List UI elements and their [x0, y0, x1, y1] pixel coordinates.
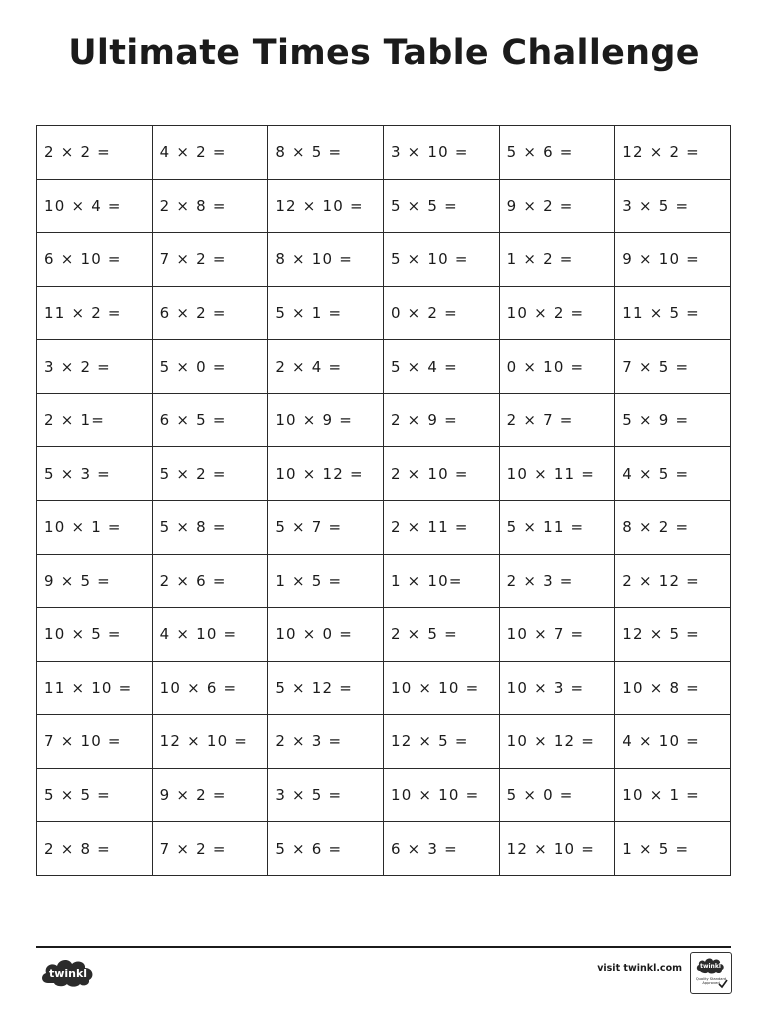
problem-cell[interactable]: 5 × 12 = — [268, 661, 384, 715]
problem-cell[interactable]: 2 × 3 = — [499, 554, 615, 608]
problem-cell[interactable]: 7 × 2 = — [152, 822, 268, 876]
times-table-grid — [36, 125, 731, 876]
problem-cell[interactable]: 2 × 4 = — [268, 340, 384, 394]
problem-cell[interactable]: 10 × 8 = — [615, 661, 731, 715]
problem-cell[interactable]: 10 × 11 = — [499, 447, 615, 501]
problem-cell[interactable]: 10 × 12 = — [499, 715, 615, 769]
problem-cell[interactable]: 12 × 5 = — [383, 715, 499, 769]
table-row — [37, 661, 731, 715]
problem-cell[interactable]: 5 × 7 = — [268, 500, 384, 554]
problem-cell[interactable]: 10 × 12 = — [268, 447, 384, 501]
table-row — [37, 340, 731, 394]
problem-cell[interactable]: 10 × 10 = — [383, 661, 499, 715]
problem-cell[interactable]: 5 × 4 = — [383, 340, 499, 394]
problem-cell[interactable]: 12 × 2 = — [615, 126, 731, 180]
problem-cell[interactable]: 2 × 11 = — [383, 500, 499, 554]
problem-cell[interactable]: 1 × 2 = — [499, 233, 615, 287]
problem-cell[interactable]: 7 × 5 = — [615, 340, 731, 394]
problem-cell[interactable]: 11 × 2 = — [37, 286, 153, 340]
problem-cell[interactable]: 9 × 2 = — [499, 179, 615, 233]
problem-cell[interactable]: 6 × 5 = — [152, 393, 268, 447]
problem-cell[interactable]: 12 × 10 = — [499, 822, 615, 876]
problem-cell[interactable]: 2 × 10 = — [383, 447, 499, 501]
problem-cell[interactable]: 9 × 2 = — [152, 768, 268, 822]
problem-cell[interactable]: 8 × 2 = — [615, 500, 731, 554]
problem-cell[interactable]: 4 × 2 = — [152, 126, 268, 180]
problem-cell[interactable]: 8 × 10 = — [268, 233, 384, 287]
table-row — [37, 126, 731, 180]
problem-cell[interactable]: 5 × 0 = — [152, 340, 268, 394]
problem-cell[interactable]: 12 × 10 = — [152, 715, 268, 769]
problem-cell[interactable]: 5 × 6 = — [499, 126, 615, 180]
problem-cell[interactable]: 5 × 6 = — [268, 822, 384, 876]
problem-cell[interactable]: 11 × 5 = — [615, 286, 731, 340]
problem-cell[interactable]: 6 × 3 = — [383, 822, 499, 876]
badge-caption-line1: Quality Standard — [695, 977, 727, 981]
problem-cell[interactable]: 2 × 2 = — [37, 126, 153, 180]
problem-cell[interactable]: 5 × 9 = — [615, 393, 731, 447]
problem-cell[interactable]: 10 × 1 = — [37, 500, 153, 554]
problem-cell[interactable]: 4 × 10 = — [615, 715, 731, 769]
problem-cell[interactable]: 2 × 6 = — [152, 554, 268, 608]
problem-cell[interactable]: 6 × 2 = — [152, 286, 268, 340]
problem-cell[interactable]: 10 × 6 = — [152, 661, 268, 715]
badge-cloud-icon — [695, 956, 726, 974]
visit-website-link[interactable]: visit twinkl.com — [597, 963, 682, 974]
problem-cell[interactable]: 0 × 2 = — [383, 286, 499, 340]
table-row — [37, 715, 731, 769]
problem-cell[interactable]: 8 × 5 = — [268, 126, 384, 180]
problem-cell[interactable]: 3 × 10 = — [383, 126, 499, 180]
table-row — [37, 233, 731, 287]
problem-cell[interactable]: 2 × 8 = — [37, 822, 153, 876]
problem-cell[interactable]: 2 × 5 = — [383, 608, 499, 662]
problem-cell[interactable]: 5 × 1 = — [268, 286, 384, 340]
problem-cell[interactable]: 3 × 5 = — [268, 768, 384, 822]
times-table-body — [37, 126, 731, 876]
problem-cell[interactable]: 2 × 12 = — [615, 554, 731, 608]
table-row — [37, 286, 731, 340]
badge-caption-line2: Approved — [702, 981, 720, 986]
problem-cell[interactable]: 5 × 2 = — [152, 447, 268, 501]
problem-cell[interactable]: 5 × 10 = — [383, 233, 499, 287]
problem-cell[interactable]: 9 × 10 = — [615, 233, 731, 287]
table-row — [37, 608, 731, 662]
checkmark-icon — [718, 979, 728, 989]
problem-cell[interactable]: 10 × 10 = — [383, 768, 499, 822]
problem-cell[interactable]: 11 × 10 = — [37, 661, 153, 715]
problem-cell[interactable]: 5 × 5 = — [37, 768, 153, 822]
cloud-logo-icon — [38, 953, 98, 989]
table-row — [37, 768, 731, 822]
problem-cell[interactable]: 3 × 5 = — [615, 179, 731, 233]
problem-cell[interactable]: 10 × 0 = — [268, 608, 384, 662]
table-row — [37, 822, 731, 876]
problem-cell[interactable]: 1 × 5 = — [615, 822, 731, 876]
footer-divider — [36, 946, 731, 948]
problem-cell[interactable]: 12 × 10 = — [268, 179, 384, 233]
problem-cell[interactable]: 9 × 5 = — [37, 554, 153, 608]
problem-cell[interactable]: 10 × 4 = — [37, 179, 153, 233]
problem-cell[interactable]: 0 × 10 = — [499, 340, 615, 394]
problem-cell[interactable]: 10 × 9 = — [268, 393, 384, 447]
page-title: Ultimate Times Table Challenge — [68, 33, 700, 73]
table-row — [37, 447, 731, 501]
logo-text: twinkl — [48, 967, 88, 980]
table-row — [37, 500, 731, 554]
problem-cell[interactable]: 12 × 5 = — [615, 608, 731, 662]
problem-cell[interactable]: 6 × 10 = — [37, 233, 153, 287]
problem-cell[interactable]: 4 × 10 = — [152, 608, 268, 662]
problem-cell[interactable]: 5 × 5 = — [383, 179, 499, 233]
problem-cell[interactable]: 5 × 3 = — [37, 447, 153, 501]
problem-cell[interactable]: 10 × 7 = — [499, 608, 615, 662]
table-row — [37, 179, 731, 233]
problem-cell[interactable]: 5 × 0 = — [499, 768, 615, 822]
problem-cell[interactable]: 10 × 1 = — [615, 768, 731, 822]
problem-cell[interactable]: 3 × 2 = — [37, 340, 153, 394]
problem-cell[interactable]: 2 × 1= — [37, 393, 153, 447]
problem-cell[interactable]: 10 × 3 = — [499, 661, 615, 715]
table-row — [37, 554, 731, 608]
problem-cell[interactable]: 2 × 8 = — [152, 179, 268, 233]
problem-cell[interactable]: 5 × 8 = — [152, 500, 268, 554]
problem-cell[interactable]: 10 × 5 = — [37, 608, 153, 662]
problem-cell[interactable]: 7 × 10 = — [37, 715, 153, 769]
problem-cell[interactable]: 1 × 10= — [383, 554, 499, 608]
problem-cell[interactable]: 1 × 5 = — [268, 554, 384, 608]
quality-badge-icon — [690, 952, 732, 994]
problem-cell[interactable]: 5 × 11 = — [499, 500, 615, 554]
table-row — [37, 393, 731, 447]
problem-cell[interactable]: 2 × 3 = — [268, 715, 384, 769]
badge-logo-text: twinkl — [700, 963, 721, 970]
problem-cell[interactable]: 2 × 7 = — [499, 393, 615, 447]
problem-cell[interactable]: 4 × 5 = — [615, 447, 731, 501]
problem-cell[interactable]: 2 × 9 = — [383, 393, 499, 447]
problem-cell[interactable]: 10 × 2 = — [499, 286, 615, 340]
problem-cell[interactable]: 7 × 2 = — [152, 233, 268, 287]
